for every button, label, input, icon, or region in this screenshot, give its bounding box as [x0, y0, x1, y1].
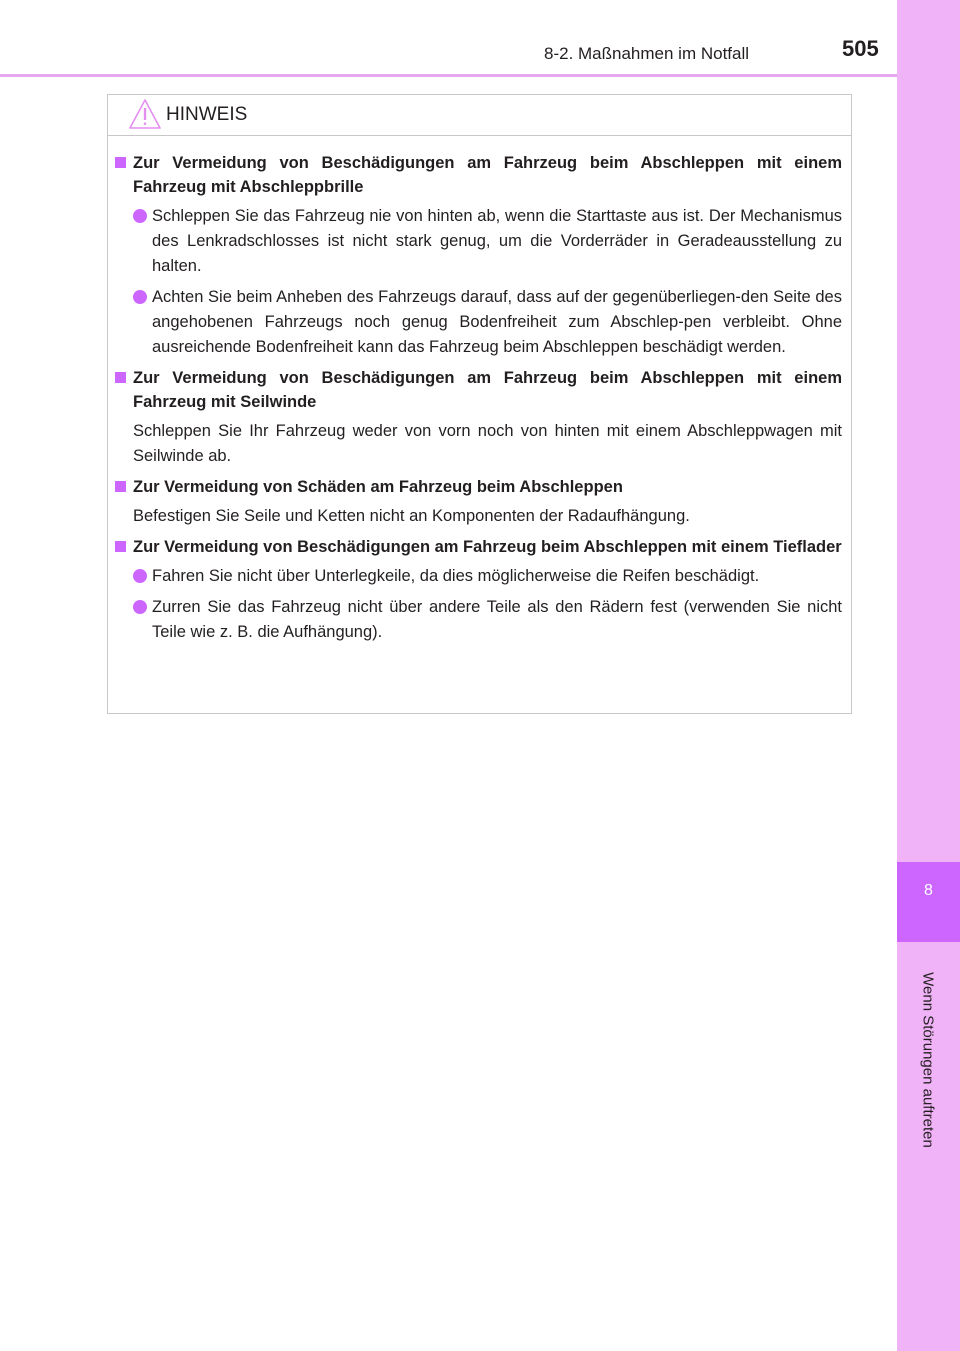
square-bullet-icon	[115, 541, 126, 552]
list-item-text: Zurren Sie das Fahrzeug nicht über andere Teile als den Rädern fest (verwenden Sie nicht Teile wie z. B. die Aufhängung).	[152, 598, 842, 641]
list-item	[108, 204, 851, 279]
list-item	[108, 564, 851, 589]
chapter-number-box	[897, 862, 960, 942]
section-heading-text: Zur Vermeidung von Beschädigungen am Fahrzeug beim Abschleppen mit einem Tieflader	[133, 538, 842, 556]
circle-bullet-icon	[133, 290, 147, 304]
section-heading-text: Zur Vermeidung von Schäden am Fahrzeug beim Abschleppen	[133, 478, 623, 496]
notice-body	[108, 151, 851, 651]
chapter-side-tab	[897, 0, 960, 1351]
section-heading	[108, 535, 851, 559]
list-item-text: Schleppen Sie das Fahrzeug nie von hinten ab, wenn die Starttaste aus ist. Der Mechanismus des Lenkradschlosses ist nicht stark genug, um die Vorderräder in Geradeausstellung zu halten.	[152, 207, 842, 275]
circle-bullet-icon	[133, 569, 147, 583]
chapter-title: Wenn Störungen auftreten	[919, 972, 937, 1148]
notice-title: HINWEIS	[166, 104, 248, 125]
square-bullet-icon	[115, 372, 126, 383]
list-item	[108, 285, 851, 360]
section-text: Befestigen Sie Seile und Ketten nicht an Komponenten der Radaufhängung.	[133, 507, 690, 525]
notice-header	[108, 95, 851, 136]
section-text: Schleppen Sie Ihr Fahrzeug weder von vorn noch von hinten mit einem Abschleppwagen mit Seilwinde ab.	[133, 422, 842, 465]
section-heading	[108, 151, 851, 199]
list-item-text: Fahren Sie nicht über Unterlegkeile, da dies möglicherweise die Reifen beschädigt.	[152, 567, 760, 585]
section-heading-text: Zur Vermeidung von Beschädigungen am Fahrzeug beim Abschleppen mit einem Fahrzeug mit Seilwinde	[133, 369, 842, 411]
list-item	[108, 595, 851, 645]
warning-triangle-icon	[128, 97, 162, 136]
chapter-number: 8	[924, 882, 933, 899]
section-title: 8-2. Maßnahmen im Notfall	[544, 44, 750, 63]
square-bullet-icon	[115, 481, 126, 492]
section-heading	[108, 475, 851, 499]
notice-box	[107, 94, 852, 714]
square-bullet-icon	[115, 157, 126, 168]
header-rule	[0, 74, 897, 77]
list-item-text: Achten Sie beim Anheben des Fahrzeugs darauf, dass auf der gegenüberliegen-den Seite des angehobenen Fahrzeugs noch genug Bodenfreiheit zum Abschlep-pen verbleibt. Ohne ausreichende Bodenfreiheit kann das Fahrzeug beim Abschleppen beschädigt werden.	[152, 288, 842, 356]
section-heading-text: Zur Vermeidung von Beschädigungen am Fahrzeug beim Abschleppen mit einem Fahrzeug mit Abschleppbrille	[133, 154, 842, 196]
circle-bullet-icon	[133, 209, 147, 223]
circle-bullet-icon	[133, 600, 147, 614]
page-number: 505	[842, 36, 879, 61]
section-heading	[108, 366, 851, 414]
